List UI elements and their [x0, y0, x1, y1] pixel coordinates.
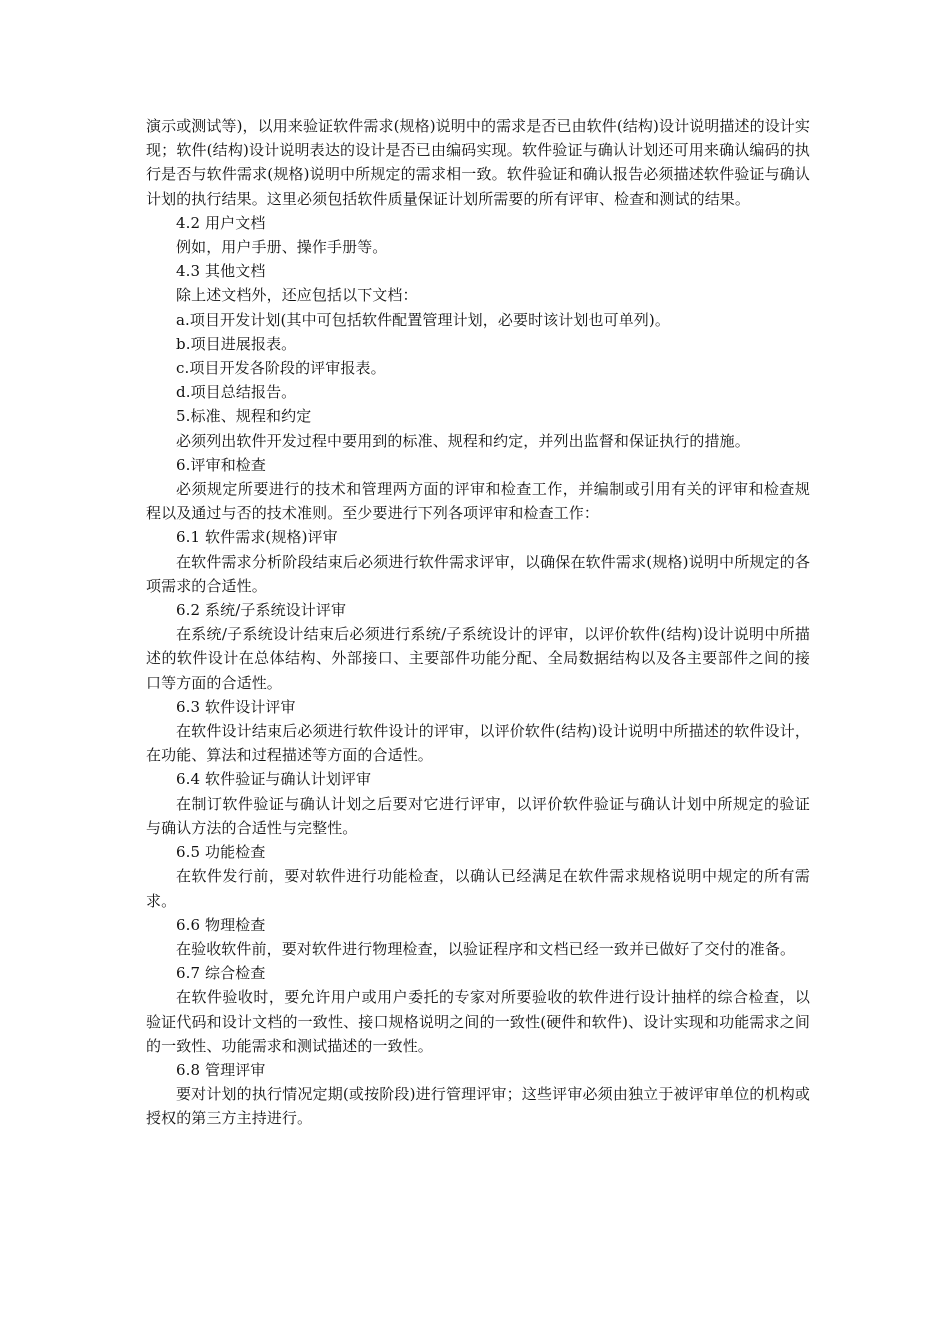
list-item: a.项目开发计划(其中可包括软件配置管理计划，必要时该计划也可单列)。: [176, 310, 670, 329]
paragraph: 在软件需求分析阶段结束后必须进行软件需求评审，以确保在软件需求(规格)说明中所规定的各项需求的合适性。: [146, 552, 810, 595]
paragraph: 演示或测试等)，以用来验证软件需求(规格)说明中的需求是否已由软件(结构)设计说明描述的设计实现；软件(结构)设计说明表达的设计是否已由编码实现。软件验证与确认计划还可用来确认编码的执行是否与软件需求(规格)说明中所规定的需求相一致。软件验证和确认报告必须描述软件验证与确认计划的执行结果。这里必须包括软件质量保证计划所需要的所有评审、检查和测试的结果。: [146, 117, 810, 208]
section-heading: 6.7 综合检查: [176, 964, 266, 983]
paragraph: 在软件发行前，要对软件进行功能检查，以确认已经满足在软件需求规格说明中规定的所有需求。: [146, 867, 810, 910]
paragraph: 必须规定所要进行的技术和管理两方面的评审和检查工作，并编制或引用有关的评审和检查规程以及通过与否的技术准则。至少要进行下列各项评审和检查工作：: [146, 480, 810, 523]
section-heading: 6.1 软件需求(规格)评审: [176, 528, 338, 547]
paragraph: 在制订软件验证与确认计划之后要对它进行评审，以评价软件验证与确认计划中所规定的验证与确认方法的合适性与完整性。: [146, 794, 810, 837]
section-heading: 6.2 系统/子系统设计评审: [176, 601, 347, 620]
list-item: b.项目进展报表。: [176, 334, 297, 353]
paragraph: 在系统/子系统设计结束后必须进行系统/子系统设计的评审，以评价软件(结构)设计说明中所描述的软件设计在总体结构、外部接口、主要部件功能分配、全局数据结构以及各主要部件之间的接口等方面的合适性。: [146, 625, 810, 692]
paragraph: 在验收软件前，要对软件进行物理检查，以验证程序和文档已经一致并已做好了交付的准备。: [176, 939, 796, 958]
section-heading: 6.4 软件验证与确认计划评审: [176, 770, 372, 789]
paragraph: 要对计划的执行情况定期(或按阶段)进行管理评审；这些评审必须由独立于被评审单位的机构或授权的第三方主持进行。: [146, 1085, 810, 1128]
list-item: c.项目开发各阶段的评审报表。: [176, 359, 386, 378]
list-item: d.项目总结报告。: [176, 383, 297, 402]
document-page: [146, 114, 810, 1131]
section-heading: 5.标准、规程和约定: [176, 407, 312, 426]
section-heading: 4.2 用户文档: [176, 213, 266, 232]
section-heading: 6.3 软件设计评审: [176, 697, 296, 716]
paragraph: 必须列出软件开发过程中要用到的标准、规程和约定，并列出监督和保证执行的措施。: [176, 431, 750, 450]
paragraph: 除上述文档外，还应包括以下文档：: [176, 286, 418, 305]
section-heading: 6.6 物理检查: [176, 915, 266, 934]
paragraph: 在软件设计结束后必须进行软件设计的评审，以评价软件(结构)设计说明中所描述的软件设计，在功能、算法和过程描述等方面的合适性。: [146, 722, 810, 765]
section-heading: 4.3 其他文档: [176, 262, 266, 281]
section-heading: 6.8 管理评审: [176, 1060, 266, 1079]
section-heading: 6.5 功能检查: [176, 843, 266, 862]
section-heading: 6.评审和检查: [176, 455, 267, 474]
paragraph: 例如，用户手册、操作手册等。: [176, 238, 388, 257]
paragraph: 在软件验收时，要允许用户或用户委托的专家对所要验收的软件进行设计抽样的综合检查，以验证代码和设计文档的一致性、接口规格说明之间的一致性(硬件和软件)、设计实现和功能需求之间的一致性、功能需求和测试描述的一致性。: [146, 988, 810, 1055]
